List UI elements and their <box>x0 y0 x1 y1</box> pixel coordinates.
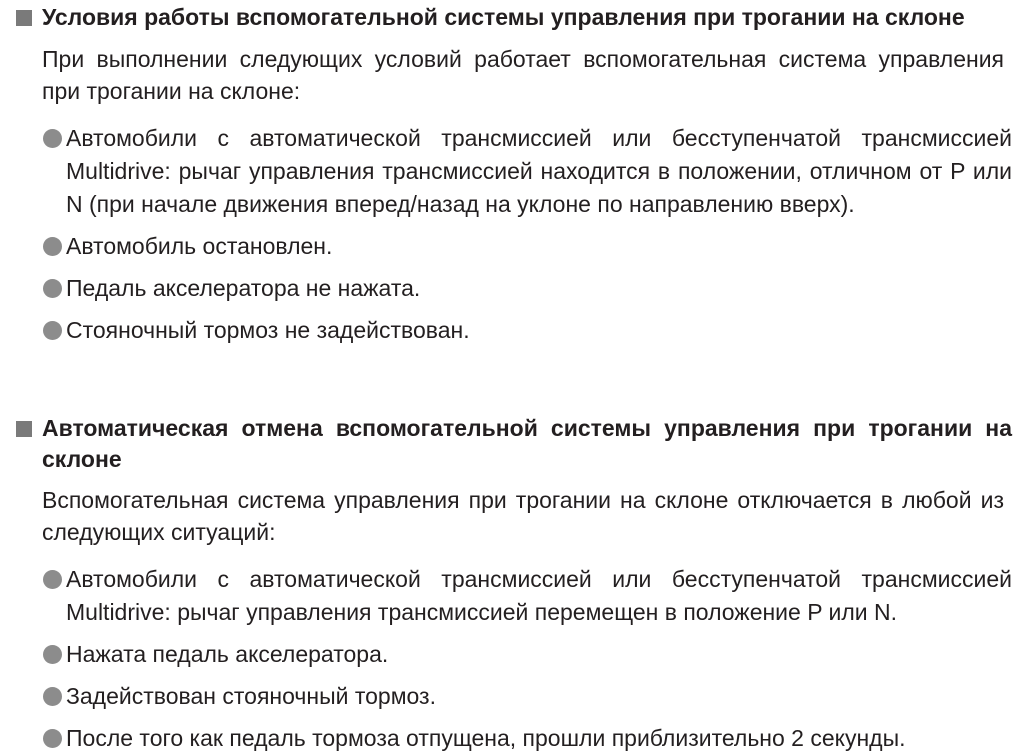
bullet-dot-icon <box>43 279 62 298</box>
list-item-text: Автомобиль остановлен. <box>66 233 333 259</box>
section-heading <box>0 413 1022 475</box>
list-item-text: Задействован стояночный тормоз. <box>66 683 436 709</box>
section-heading-text: Условия работы вспомогательной системы управления при трогании на склоне <box>42 4 965 30</box>
square-marker-icon <box>16 10 32 26</box>
section-heading-text: Автоматическая отмена вспомогательной системы управления при трогании на склоне <box>42 415 1012 472</box>
bullet-dot-icon <box>43 570 62 589</box>
bullet-dot-icon <box>43 645 62 664</box>
list-item-text: После того как педаль тормоза отпущена, прошли приблизительно 2 секунды. <box>66 725 906 751</box>
cancel-conditions-list <box>0 563 1022 755</box>
section-hill-start-conditions <box>0 2 1022 347</box>
bullet-dot-icon <box>43 237 62 256</box>
bullet-dot-icon <box>43 321 62 340</box>
list-item <box>0 638 1022 671</box>
list-item <box>0 314 1022 347</box>
section-heading <box>0 2 1022 33</box>
list-item <box>0 122 1022 221</box>
list-item <box>0 230 1022 263</box>
list-item-text: Стояночный тормоз не задействован. <box>66 317 470 343</box>
section-hill-start-auto-cancel <box>0 413 1022 755</box>
bullet-dot-icon <box>43 687 62 706</box>
list-item <box>0 680 1022 713</box>
list-item <box>0 272 1022 305</box>
list-item <box>0 722 1022 755</box>
bullet-dot-icon <box>43 129 62 148</box>
list-item-text: Автомобили с автоматической трансмиссией или бесступенчатой трансмиссией Multidrive: рычаг управления трансмиссией находится в положении, отличном от P или N (при начале движения вперед/назад на уклоне по направлению вверх). <box>66 125 1012 217</box>
section-intro: Вспомогательная система управления при трогании на склоне отключается в любой из следующих ситуаций: <box>42 487 1004 545</box>
list-item-text: Нажата педаль акселератора. <box>66 641 389 667</box>
conditions-list <box>0 122 1022 347</box>
square-marker-icon <box>16 421 32 437</box>
bullet-dot-icon <box>43 729 62 748</box>
list-item <box>0 563 1022 629</box>
list-item-text: Автомобили с автоматической трансмиссией или бесступенчатой трансмиссией Multidrive: рычаг управления трансмиссией перемещен в положение P или N. <box>66 566 1012 625</box>
section-intro: При выполнении следующих условий работает вспомогательная система управления при трогании на склоне: <box>42 46 1004 104</box>
list-item-text: Педаль акселератора не нажата. <box>66 275 421 301</box>
